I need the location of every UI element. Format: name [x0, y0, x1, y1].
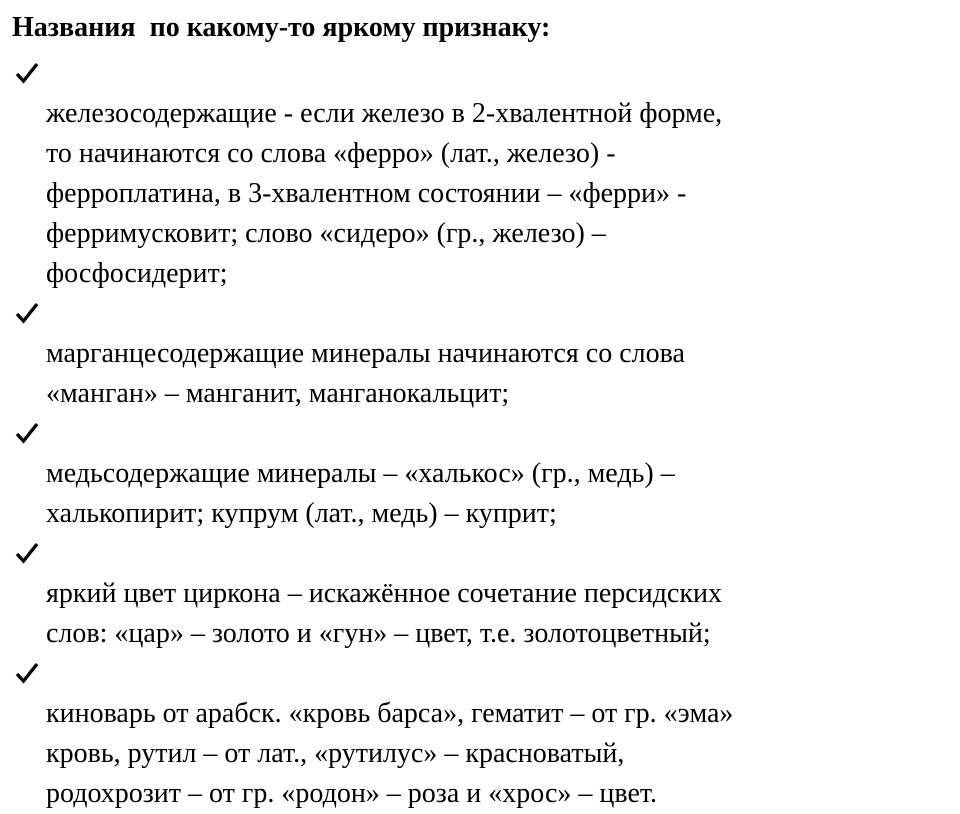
check-icon	[14, 660, 40, 686]
list-item-text: медьсодержащие минералы – «халькос» (гр., медь) – халькопирит; купрум (лат., медь) – куприт;	[46, 458, 675, 529]
list-item-text: яркий цвет циркона – искажённое сочетание персидских слов: «цар» – золото и «гун» – цвет, т.е. золотоцветный;	[46, 578, 722, 649]
list-item	[0, 654, 733, 814]
check-icon	[14, 60, 40, 86]
slide-heading: Названия по какому-то яркому признаку:	[12, 12, 551, 43]
check-icon	[14, 300, 40, 326]
list-item	[0, 414, 733, 534]
list-item	[0, 294, 733, 414]
list-item-text: марганцесодержащие минералы начинаются со слова «манган» – манганит, манганокальцит;	[46, 338, 685, 409]
check-icon	[14, 540, 40, 566]
list-item	[0, 54, 733, 294]
list-item-text: киноварь от арабск. «кровь барса», гематит – от гр. «эма» кровь, рутил – от лат., «рутилус» – красноватый, родохрозит – от гр. «родон» – роза и «хрос» – цвет.	[46, 698, 734, 809]
list-item	[0, 534, 733, 654]
check-icon	[14, 420, 40, 446]
list-item-text: железосодержащие - если железо в 2-хвалентной форме, то начинаются со слова «ферро» (лат., железо) - ферроплатина, в 3-хвалентном состоянии – «ферри» - ферримусковит; слово «сидеро» (гр., железо) – фосфосидерит;	[46, 98, 723, 289]
bullet-list	[0, 54, 733, 814]
